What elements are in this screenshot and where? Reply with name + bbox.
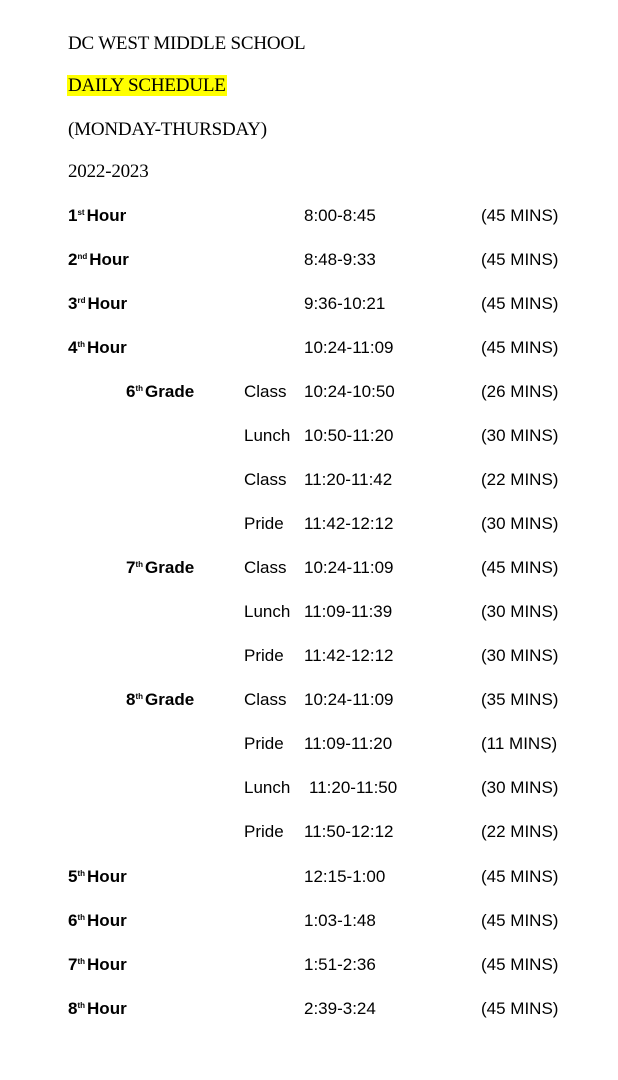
period-label: 7th Hour [68,955,127,974]
schedule-row [0,249,618,271]
schedule-title-highlight: DAILY SCHEDULE [68,75,226,96]
schedule-days: (MONDAY-THURSDAY) [68,119,267,140]
activity: Lunch [244,602,291,621]
time-range: 9:36-10:21 [304,294,386,313]
time-range: 12:15-1:00 [304,867,386,886]
activity: Class [244,690,287,709]
duration: (22 MINS) [481,822,559,841]
activity: Pride [244,514,284,533]
schedule-row [0,469,618,491]
time-range: 2:39-3:24 [304,999,376,1018]
schedule-row [0,777,618,799]
schedule-row [0,513,618,535]
time-range: 11:09-11:20 [304,734,393,753]
schedule-title [68,75,227,97]
grade-label: 8th Grade [126,690,195,709]
duration: (30 MINS) [481,426,559,445]
time-range: 10:24-11:09 [304,338,394,357]
schedule-row [0,998,618,1020]
time-range: 8:00-8:45 [304,206,376,225]
time-range: 1:51-2:36 [304,955,376,974]
schedule-row [0,645,618,667]
duration: (45 MINS) [481,558,559,577]
activity: Lunch [244,426,291,445]
time-range: 10:24-11:09 [304,558,394,577]
grade-label: 7th Grade [126,558,195,577]
schedule-row [0,557,618,579]
schedule-row [0,866,618,888]
time-range: 11:42-12:12 [304,646,394,665]
duration: (35 MINS) [481,690,559,709]
time-range: 11:50-12:12 [304,822,394,841]
schedule-row [0,733,618,755]
duration: (22 MINS) [481,470,559,489]
activity: Class [244,382,287,401]
duration: (30 MINS) [481,514,559,533]
time-range: 11:20-11:42 [304,470,393,489]
period-label: 8th Hour [68,999,127,1018]
time-range: 8:48-9:33 [304,250,376,269]
duration: (45 MINS) [481,911,559,930]
schedule-row [0,910,618,932]
duration: (30 MINS) [481,646,559,665]
duration: (30 MINS) [481,778,559,797]
activity: Class [244,558,287,577]
duration: (45 MINS) [481,206,559,225]
schedule-row [0,954,618,976]
duration: (26 MINS) [481,382,559,401]
schedule-row [0,381,618,403]
duration: (45 MINS) [481,867,559,886]
activity: Lunch [244,778,291,797]
schedule-row [0,425,618,447]
time-range: 1:03-1:48 [304,911,376,930]
schedule-row [0,337,618,359]
activity: Class [244,470,287,489]
activity: Pride [244,734,284,753]
time-range: 10:24-11:09 [304,690,394,709]
school-name: DC WEST MIDDLE SCHOOL [68,33,306,54]
duration: (45 MINS) [481,999,559,1018]
schedule-row [0,821,618,843]
grade-label: 6th Grade [126,382,195,401]
time-range: 11:42-12:12 [304,514,394,533]
time-range: 10:24-10:50 [304,382,395,401]
time-range: 10:50-11:20 [304,426,394,445]
duration: (11 MINS) [481,734,558,753]
period-label: 6th Hour [68,911,127,930]
period-label: 1st Hour [68,206,127,225]
period-label: 4th Hour [68,338,127,357]
duration: (45 MINS) [481,250,559,269]
period-label: 2nd Hour [68,250,129,269]
duration: (45 MINS) [481,294,559,313]
duration: (30 MINS) [481,602,559,621]
schedule-row [0,601,618,623]
period-label: 3rd Hour [68,294,128,313]
schedule-row [0,689,618,711]
duration: (45 MINS) [481,955,559,974]
period-label: 5th Hour [68,867,127,886]
schedule-row [0,293,618,315]
duration: (45 MINS) [481,338,559,357]
time-range: 11:09-11:39 [304,602,393,621]
time-range: 11:20-11:50 [309,778,398,797]
activity: Pride [244,646,284,665]
activity: Pride [244,822,284,841]
school-year: 2022-2023 [68,161,149,182]
schedule-row [0,205,618,227]
